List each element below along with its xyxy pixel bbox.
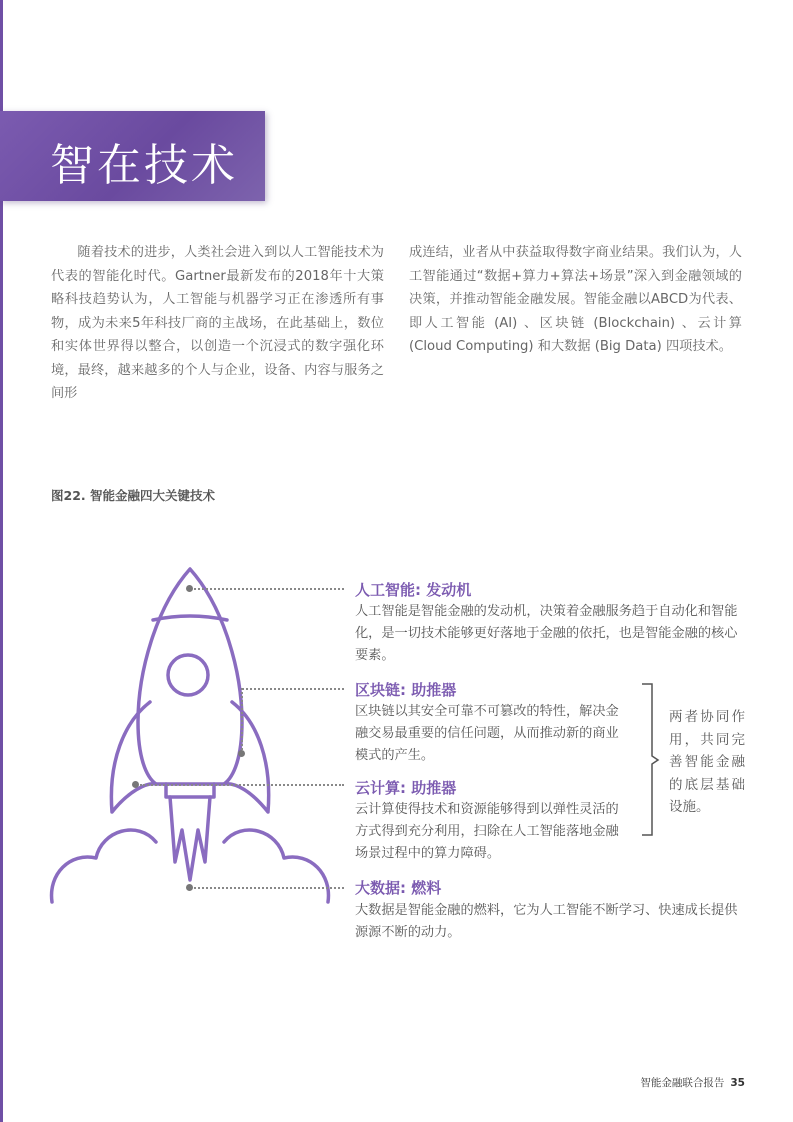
item-blockchain-heading: 区块链: 助推器 xyxy=(355,681,457,699)
connector-line-bigdata xyxy=(194,887,344,889)
item-blockchain-desc: 区块链以其安全可靠不可篡改的特性，解决金融交易最重要的信任问题，从而推动新的商业模式的产生。 xyxy=(355,704,619,763)
section-title: 智在技术 xyxy=(50,140,238,191)
item-bigdata-heading: 大数据: 燃料 xyxy=(355,879,442,897)
section-title-banner xyxy=(0,111,265,201)
connector-line-ai xyxy=(194,588,344,590)
connector-line-blockchain-h xyxy=(242,688,344,690)
item-bigdata-desc: 大数据是智能金融的燃料，它为人工智能不断学习、快速成长提供源源不断的动力。 xyxy=(355,903,738,940)
connector-dot-blockchain xyxy=(238,750,245,757)
synergy-note: 两者协同作用，共同完善智能金融的底层基础设施。 xyxy=(669,709,745,815)
item-ai-desc: 人工智能是智能金融的发动机，决策着金融服务趋于自动化和智能化，是一切技术能够更好落地于金融的依托，也是智能金融的核心要素。 xyxy=(355,604,738,663)
figure-caption: 图22. 智能金融四大关键技术 xyxy=(51,488,215,503)
connector-dot-bigdata xyxy=(186,884,193,891)
bracket-icon xyxy=(640,682,660,838)
intro-paragraph-col2: 成连结，业者从中获益取得数字商业结果。我们认为，人工智能通过“数据+算力+算法+场景”深入到金融领域的决策，并推动智能金融发展。智能金融以ABCD为代表、即人工智能 (AI) 、区块链 (Blockchain) 、云计算 (Cloud Computing) 和大数据 (Big Data) 四项技术。 xyxy=(409,245,742,354)
item-ai-heading: 人工智能: 发动机 xyxy=(355,581,472,599)
item-cloud-desc: 云计算使得技术和资源能够得到以弹性灵活的方式得到充分利用，扫除在人工智能落地金融场景过程中的算力障碍。 xyxy=(355,802,619,861)
connector-line-blockchain-v xyxy=(241,688,243,750)
connector-dot-ai xyxy=(186,585,193,592)
intro-paragraph-col1: 随着技术的进步，人类社会进入到以人工智能技术为代表的智能化时代。Gartner最新发布的2018年十大策略科技趋势认为，人工智能与机器学习正在渗透所有事物，成为未来5年科技厂商的主战场，在此基础上，数位和实体世界得以整合，以创造一个沉浸式的数字强化环境，最终，越来越多的个人与企业，设备、内容与服务之间形 xyxy=(51,245,384,401)
footer-report-name: 智能金融联合报告 xyxy=(640,1077,725,1089)
item-cloud-heading: 云计算: 助推器 xyxy=(355,779,457,797)
connector-line-cloud xyxy=(140,784,344,786)
connector-dot-cloud xyxy=(132,781,139,788)
footer-page-number: 35 xyxy=(730,1077,745,1089)
page-footer xyxy=(640,1075,745,1090)
